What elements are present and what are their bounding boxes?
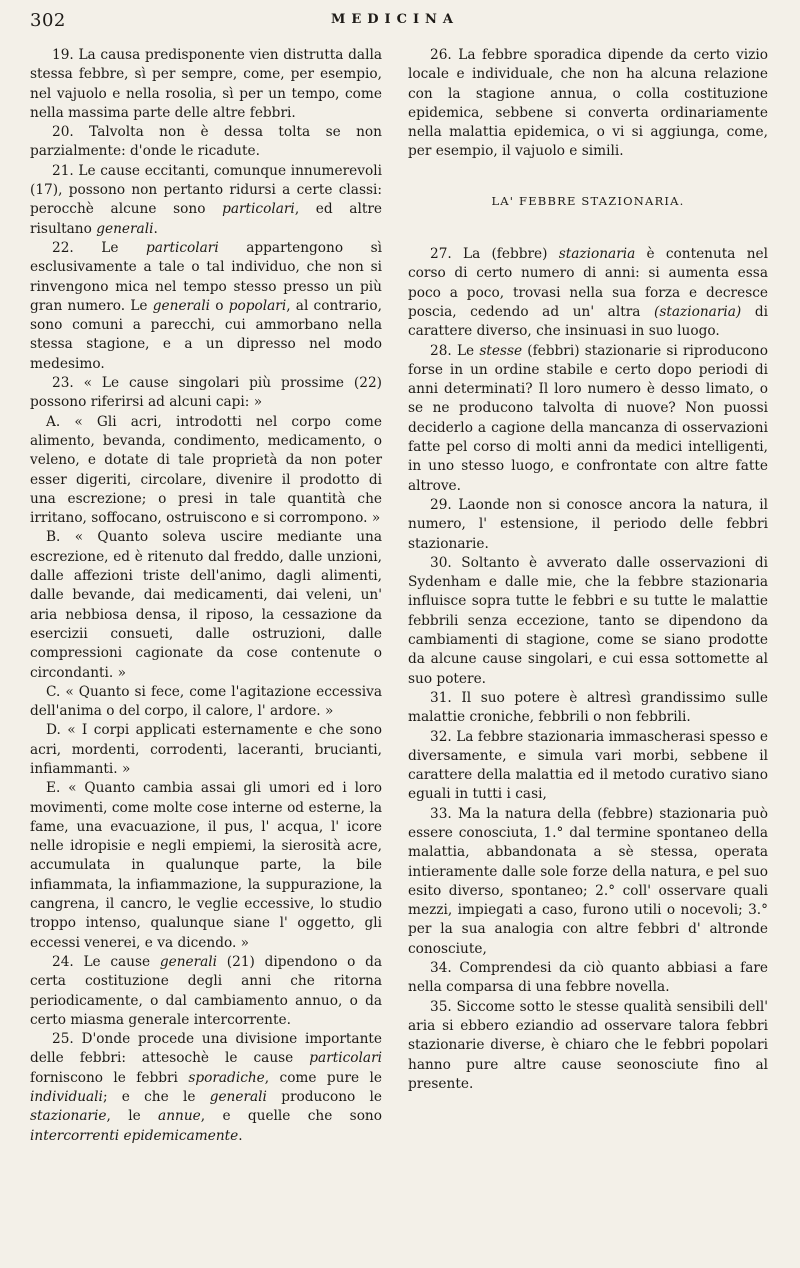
- paragraph-19: 19. La causa predisponente vien distrutta dalla stessa febbre, sì per sempre, come, per esempio, nel vajuolo e nella rosolia, sì per un tempo, come nella massima parte delle altre febbri.: [30, 47, 382, 121]
- emphasis: particolari: [222, 201, 295, 218]
- paragraph-35: 35. Siccome sotto le stesse qualità sensibili dell' aria si ebbero eziandio ad osservare talora febbri stazionarie diverse, è chiaro che le febbri popolari hanno pure altre cause seonosciute fino al presente.: [408, 998, 768, 1092]
- emphasis: generali: [159, 953, 218, 970]
- item-b: B. « Quanto soleva uscire mediante una escrezione, ed è ritenuto dal freddo, dalle unzioni, dalle affezioni triste dell'animo, dagli alimenti, dalle bevande, dai medicamenti, dai veleni, un' aria nebbiosa densa, il riposo, la cessazione da esercizii consueti, dalle ostruzioni, dalle compressioni cagionate da cose contenute o circondanti. »: [30, 529, 382, 681]
- paragraph-31: 31. Il suo potere è altresì grandissimo sulle malattie croniche, febbrili o non febbrili.: [408, 689, 768, 726]
- left-column: [30, 46, 382, 1146]
- paragraph-34: 34. Comprendesi da ciò quanto abbiasi a fare nella comparsa di una febbre novella.: [408, 960, 768, 996]
- emphasis: generali: [152, 297, 211, 314]
- running-title: MEDICINA: [330, 12, 460, 27]
- emphasis: stesse: [479, 342, 523, 359]
- emphasis: stazionarie: [30, 1108, 107, 1125]
- right-column: [408, 46, 768, 1094]
- paragraph-30: 30. Soltanto è avverato dalle osservazioni di Sydenham e dalle mie, che la febbre stazionaria influisce sopra tutte le febbri e su tutte le malattie febbrili senza eccezione, tanto se dipendono da cambiamenti di stagione, come se siano prodotte da alcune cause singolari, e cui essa sottomette al suo potere.: [408, 554, 768, 687]
- item-c: C. « Quanto si fece, come l'agitazione eccessiva dell'anima o del corpo, il calore, l' ardore. »: [30, 683, 382, 720]
- emphasis: annue: [158, 1108, 201, 1125]
- section-title: LA' FEBBRE STAZIONARIA.: [491, 193, 685, 208]
- emphasis: intercorrenti epidemicamente: [30, 1127, 239, 1144]
- paragraph-27: 27. La (febbre) stazionaria è contenuta nel corso di certo numero di anni: si aumenta essa poco a poco, trovasi nella sua forza e decresce poscia, cedendo ad un' altra (stazionaria) di carattere diverso, che insinuasi in suo luogo.: [408, 246, 768, 340]
- emphasis: particolari: [145, 239, 219, 256]
- paragraph-33: 33. Ma la natura della (febbre) stazionaria può essere conosciuta, 1.° dal termine spontaneo della malattia, abbandonata a sè stessa, operata intieramente dalle sole forze della natura, e pel suo esito diverso, spontaneo; 2.° coll' osservare quali mezzi, impiegati a caso, furono utili o nocevoli; 3.° per la sua analogia con altre febbri d' altronde conosciute,: [408, 805, 768, 957]
- emphasis: particolari: [309, 1050, 382, 1067]
- emphasis: popolari: [228, 297, 287, 314]
- emphasis: generali: [209, 1089, 267, 1106]
- emphasis: individuali: [30, 1089, 103, 1106]
- item-a: A. « Gli acri, introdotti nel corpo come alimento, bevanda, condimento, medicamento, o veleno, e dotate di tale proprietà da non poter esser digeriti, circolare, divenire il prodotto di una escrezione; o presi in tale quantità che irritano, soffocano, ostruiscono e si corrompono. »: [30, 413, 382, 527]
- paragraph-25: 25. D'onde procede una divisione importante delle febbri: attesochè le cause particolari forniscono le febbri sporadiche, come pure le individuali; e che le generali producono le stazionarie, le annue, e quelle che sono intercorrenti epidemicamente.: [30, 1031, 383, 1144]
- emphasis: (stazionaria): [654, 303, 742, 320]
- paragraph-32: 32. La febbre stazionaria immascherasi spesso e diversamente, e simula vari morbi, sebbene il carattere della malattia ed il metodo curativo siano eguali in tutti i casi,: [408, 728, 768, 803]
- item-d: D. « I corpi applicati esternamente e che sono acri, mordenti, corrodenti, laceranti, brucianti, infiammanti. »: [30, 722, 382, 777]
- paragraph-23: 23. « Le cause singolari più prossime (22) possono riferirsi ad alcuni capi: »: [30, 375, 382, 411]
- paragraph-26: 26. La febbre sporadica dipende da certo vizio locale e individuale, che non ha alcuna relazione con la stagione annua, o colla costituzione epidemica, sebbene si converta ordinariamente nella malattia epidemica, o vi si aggiunga, come, per esempio, il vajuolo e simili.: [408, 47, 768, 160]
- page-number: 302: [30, 10, 66, 31]
- emphasis: stazionaria: [558, 246, 636, 263]
- paragraph-22: 22. Le particolari appartengono sì esclusivamente a tale o tal individuo, che non si rinvengono mica nel tempo stesso presso un più gran numero. Le generali o popolari, al contrario, sono comuni a parecchi, cui ammorbano nella stessa stagione, e a un dipresso nel modo medesimo.: [30, 239, 382, 372]
- paragraph-24: 24. Le cause generali (21) dipendono o da certa costituzione degli anni che ritorna periodicamente, o dal cambiamento annuo, o da certo miasma generale intercorrente.: [30, 953, 382, 1028]
- paragraph-20: 20. Talvolta non è dessa tolta se non parzialmente: d'onde le ricadute.: [30, 124, 382, 160]
- paragraph-21: 21. Le cause eccitanti, comunque innumerevoli (17), possono non pertanto ridursi a certe classi: perocchè alcune sono particolari, ed altre risultano generali.: [30, 162, 382, 237]
- item-e: E. « Quanto cambia assai gli umori ed i loro movimenti, come molte cose interne od esterne, la fame, una evacuazione, il pus, l' acqua, l' icore nelle idropisie e negli empiemi, la sierosità acre, accumulata in qualunque parte, la bile infiammata, la infiammazione, la suppurazione, la cangrena, il cancro, le veglie eccessive, lo studio troppo intenso, qualunque siane l' oggetto, gli eccessi venerei, e va dicendo. »: [30, 780, 382, 951]
- emphasis: generali: [96, 220, 154, 237]
- emphasis: sporadiche: [188, 1069, 265, 1086]
- paragraph-29: 29. Laonde non si conosce ancora la natura, il numero, l' estensione, il periodo delle febbri stazionarie.: [408, 496, 768, 552]
- page-header: [30, 10, 760, 36]
- paragraph-28: 28. Le stesse (febbri) stazionarie si riproducono forse in un ordine stabile e certo dopo periodi di anni determinati? Il loro numero è desso limato, o se ne producono talvolta di nuove? Non puossi deciderlo a cagione della mancanza di osservazioni fatte pel corso di molti anni da medici intelligenti, in uno stesso luogo, e confrontate con altre fatte altrove.: [408, 342, 768, 494]
